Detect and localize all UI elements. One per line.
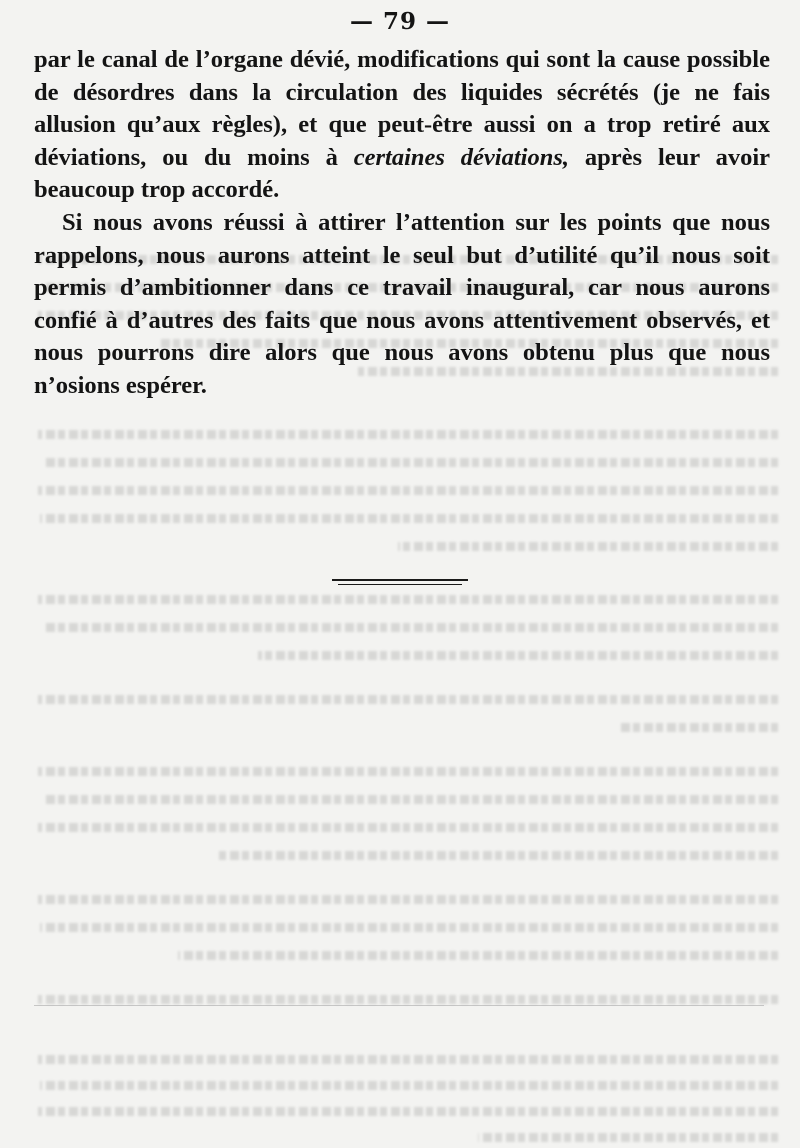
- footnote-rule: [34, 1005, 764, 1006]
- separator-rule-thin: [338, 584, 462, 585]
- paragraph-text-end: après leur avoir beaucoup trop accordé.: [34, 143, 770, 204]
- paragraph-text-start: par le canal de l’organe dévié, modifications qui sont la cause possible de désordres dans la circulation des liquides sécrétés (je ne fais allusion qu’aux règles), et que peut-être aussi on a trop retiré aux déviations, ou du moins à: [34, 46, 770, 171]
- separator-rule-thick: [332, 579, 468, 581]
- body-text: [34, 44, 770, 403]
- double-rule-separator: [332, 579, 468, 587]
- emphasized-phrase: certaines déviations,: [353, 143, 570, 171]
- page-number: — 79 —: [349, 8, 451, 35]
- paragraph-continuation: [34, 44, 770, 207]
- paragraph-conclusion: Si nous avons réussi à attirer l’attention sur les points que nous rappelons, nous aurons atteint le seul but d’utilité qu’il nous soit permis d’ambitionner dans ce travail inaugural, car nous aurons confié à d’autres des faits que nous avons attentivement observés, et nous pourrons dire alors que nous avons obtenu plus que nous n’osions espérer.: [34, 208, 770, 399]
